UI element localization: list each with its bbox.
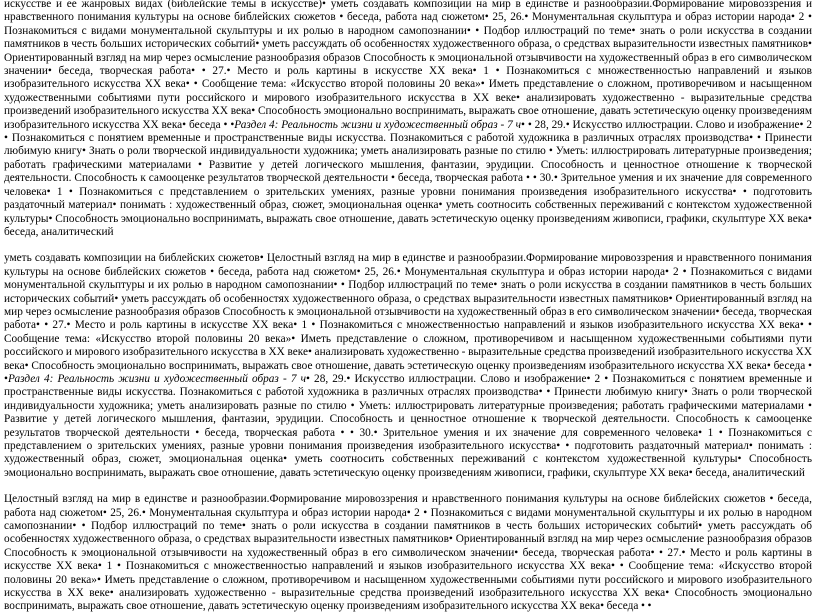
paragraph-2-text-continued: • 28, 29.• Искусство иллюстрации. Слово и изображение• 2 • Познакомиться с понятием временные и пространственные виды искусства. Познакомиться с работой художника в различных отраслях производства• • Принести любимую книгу• Знать о роли творческой индивидуальности художника; уметь анализировать разные по стилю • Уметь: иллюстрировать литературные произведения; работать графическими материалами • Развитие у детей логического мышления, фантазии, эрудиции. Способность и ценностное отношение к творческой деятельности. Способность к самооценке результатов творческой деятельности • беседа, творческая работа • • 30.• Зрительное умения и их значение для современного человека• 1 • Познакомиться с представлением о зрительских умениях, разные уровни понимания произведения изобразительного искусства• • подготовить раздаточный материал• понимать : художественный образ, сюжет, эмоциональная оценка• уметь соотносить собственных переживаний с контекстом художественной культуры• Способность эмоционально воспринимать, выражать свое отношение, давать эстетическую оценку произведениям живописи, графики, скульптуре ХХ века• беседа, аналитический (4, 372, 812, 479)
paragraph-3 (4, 493, 812, 614)
paragraph-1 (4, 0, 812, 239)
section-heading-italic: Раздел 4: Реальность жизни и художественный образ - 7 ч (234, 118, 522, 131)
paragraph-2-text: уметь создавать композиции на библейских сюжетов• Целостный взгляд на мир в единстве и разнообразии.Формирование мировоззрения и нравственного понимания культуры на основе библейских сюжетов • беседа, работа над сюжетом• 25, 26.• Монументальная скульптура и образ истории народа• 2 • Познакомиться с видами монументальной скульптуры и их ролью в народном самопознании• • Подбор иллюстраций по теме• знать о роли искусства в создании памятников в честь больших исторических событий• уметь рассуждать об особенностях художественного образа, о средствах выразительности известных памятников• Ориентированный взгляд на мир через осмысление разнообразия образов Способность к эмоциональной отзывчивости на художественный образ в его символическом значении• беседа, творческая работа• • 27.• Место и роль картины в искусстве ХХ века• 1 • Познакомиться с множественностью направлений и языков изобразительного искусства ХХ века• • Сообщение тема: «Искусство второй половины 20 века»• Иметь представление о сложном, противоречивом и насыщенном художественными событиями пути российского и мирового изобразительного искусства в ХХ веке• анализировать художественно - выразительные средства произведений изобразительного искусства ХХ века• Способность эмоционально воспринимать, выражать свое отношение, давать эстетическую оценку произведениям изобразительного искусства ХХ века• беседа • • (4, 252, 812, 385)
paragraph-2 (4, 252, 812, 480)
paragraph-3-text: Целостный взгляд на мир в единстве и разнообразии.Формирование мировоззрения и нравственного понимания культуры на основе библейских сюжетов • беседа, работа над сюжетом• 25, 26.• Монументальная скульптура и образ истории народа• 2 • Познакомиться с видами монументальной скульптуры и их ролью в народном самопознании• • Подбор иллюстраций по теме• знать о роли искусства в создании памятников в честь больших исторических событий• уметь рассуждать об особенностях художественного образа, о средствах выразительности известных памятников• Ориентированный взгляд на мир через осмысление разнообразия образов Способность к эмоциональной отзывчивости на художественный образ в его символическом значении• беседа, творческая работа• • 27.• Место и роль картины в искусстве ХХ века• 1 • Познакомиться с множественностью направлений и языков изобразительного искусства ХХ века• • Сообщение тема: «Искусство второй половины 20 века»• Иметь представление о сложном, противоречивом и насыщенном художественными событиями пути российского и мирового изобразительного искусства в ХХ веке• анализировать художественно - выразительные средства произведений изобразительного искусства ХХ века• Способность эмоционально воспринимать, выражать свое отношение, давать эстетическую оценку произведениям изобразительного искусства ХХ века• беседа • • (4, 493, 812, 613)
section-heading-italic: Раздел 4: Реальность жизни и художественный образ - 7 ч (7, 372, 306, 385)
paragraph-1-text-continued: • • 28, 29.• Искусство иллюстрации. Слово и изображение• 2 • Познакомиться с понятием временные и пространственные виды искусства. Познакомиться с работой художника в различных отраслях производства• • Принести любимую книгу• Знать о роли творческой индивидуальности художника; уметь анализировать разные по стилю • Уметь: иллюстрировать литературные произведения; работать графическими материалами • Развитие у детей логического мышления, фантазии, эрудиции. Способность и ценностное отношение к творческой деятельности. Способность к самооценке результатов творческой деятельности • беседа, творческая работа • • 30.• Зрительное умения и их значение для современного человека• 1 • Познакомиться с представлением о зрительских умениях, разные уровни понимания произведения изобразительного искусства• • подготовить раздаточный материал• понимать : художественный образ, сюжет, эмоциональная оценка• уметь соотносить собственных переживаний с контекстом художественной культуры• Способность эмоционально воспринимать, выражать свое отношение, давать эстетическую оценку произведениям живописи, графики, скульптуре ХХ века• беседа, аналитический (4, 118, 813, 238)
paragraph-1-text: искусстве и ее жанровых видах (библейские темы в искусстве)• уметь создавать композиции на мир в единстве и разнообразии.Формирование мировоззрения и нравственного понимания культуры на основе библейских сюжетов • беседа, работа над сюжетом• 25, 26.• Монументальная скульптура и образ истории народа• 2 • Познакомиться с видами монументальной скульптуры и их ролью в народном самопознании• • Подбор иллюстраций по теме• знать о роли искусства в создании памятников в честь больших исторических событий• уметь рассуждать об особенностях художественного образа, о средствах выразительности известных памятников• Ориентированный взгляд на мир через осмысление разнообразия образов Способность к эмоциональной отзывчивости на художественный образ в его символическом значении• беседа, творческая работа• • 27.• Место и роль картины в искусстве ХХ века• 1 • Познакомиться с множественностью направлений и языков изобразительного искусства ХХ века• • Сообщение тема: «Искусство второй половины 20 века»• Иметь представление о сложном, противоречивом и насыщенном художественными событиями пути российского и мирового изобразительного искусства в ХХ веке• анализировать художественно - выразительные средства произведений изобразительного искусства ХХ века• Способность эмоционально воспринимать, выражать свое отношение, давать эстетическую оценку произведениям изобразительного искусства ХХ века• беседа • • (4, 0, 812, 131)
